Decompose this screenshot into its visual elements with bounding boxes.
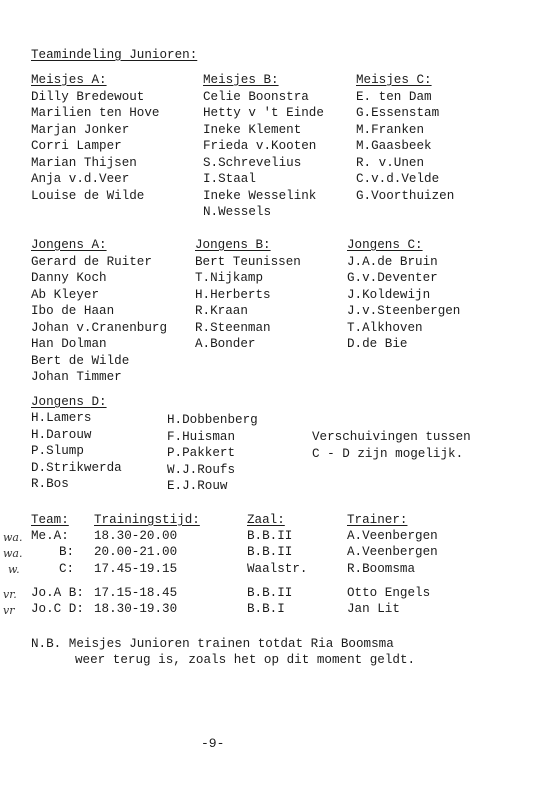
list-item: G.Essenstam xyxy=(356,106,440,120)
jongens-d-col2 xyxy=(167,412,258,495)
meisjes-a-list xyxy=(31,72,159,204)
handwritten-mark: w. xyxy=(8,563,20,576)
col-header-team: Team: xyxy=(31,513,69,527)
list-item: Anja v.d.Veer xyxy=(31,172,130,186)
list-item: Ineke Wesselink xyxy=(203,188,317,203)
list-item: E. ten Dam xyxy=(356,89,432,104)
jongens-d-heading: Jongens D: xyxy=(31,395,107,409)
note-line: Verschuivingen tussen xyxy=(312,430,471,444)
team-cell: Jo.A B: xyxy=(31,586,84,600)
list-item: P.Slump xyxy=(31,444,84,458)
list-item: H.Dobbenberg xyxy=(167,413,258,427)
time-cell: 20.00-21.00 xyxy=(94,545,178,559)
meisjes-a-heading: Meisjes A: xyxy=(31,73,107,87)
team-cell: Me.A: xyxy=(31,529,69,543)
list-item: Dilly Bredewout xyxy=(31,89,145,104)
trainer-cell: Otto Engels xyxy=(347,586,431,600)
list-item: R. v.Unen xyxy=(356,155,425,170)
list-item: M.Franken xyxy=(356,122,425,137)
handwritten-mark: wa. xyxy=(3,547,23,560)
page-title: Teamindeling Junioren: xyxy=(31,48,198,62)
list-item: R.Bos xyxy=(31,477,69,491)
team-cell: B: xyxy=(59,545,75,559)
list-item: H.Herberts xyxy=(195,287,271,302)
list-item: M.Gaasbeek xyxy=(356,139,432,153)
hall-cell: B.B.II xyxy=(247,545,293,559)
time-cell: 18.30-20.00 xyxy=(94,529,178,543)
list-item: Louise de Wilde xyxy=(31,188,145,203)
col-header-trainer: Trainer: xyxy=(347,513,408,527)
list-item: Marilien ten Hove xyxy=(31,106,160,120)
list-item: J.Koldewijn xyxy=(347,287,431,302)
list-item: Hetty v 't Einde xyxy=(203,106,324,120)
list-item: Gerard de Ruiter xyxy=(31,254,152,269)
meisjes-b-heading: Meisjes B: xyxy=(203,73,279,87)
list-item: Frieda v.Kooten xyxy=(203,139,317,153)
jongens-c-heading: Jongens C: xyxy=(347,238,423,252)
list-item: D.de Bie xyxy=(347,337,408,351)
list-item: Johan v.Cranenburg xyxy=(31,320,168,335)
team-cell: Jo.C D: xyxy=(31,602,84,616)
hall-cell: B.B.II xyxy=(247,586,293,600)
hall-cell: B.B.I xyxy=(247,602,285,616)
list-item: C.v.d.Velde xyxy=(356,172,440,186)
list-item: E.J.Rouw xyxy=(167,479,228,493)
list-item: Marjan Jonker xyxy=(31,122,130,137)
col-header-zaal: Zaal: xyxy=(247,513,285,527)
list-item: R.Steenman xyxy=(195,320,271,335)
meisjes-c-heading: Meisjes C: xyxy=(356,73,432,87)
list-item: F.Huisman xyxy=(167,429,236,444)
time-cell: 17.45-19.15 xyxy=(94,562,178,576)
time-cell: 17.15-18.45 xyxy=(94,586,178,600)
list-item: H.Lamers xyxy=(31,411,92,425)
list-item: A.Bonder xyxy=(195,337,256,351)
list-item: Celie Boonstra xyxy=(203,89,309,104)
nb-line-1: N.B. Meisjes Junioren trainen totdat Ria Boomsma xyxy=(31,637,394,651)
jongens-b-heading: Jongens B: xyxy=(195,238,271,252)
meisjes-b-list xyxy=(203,72,324,221)
list-item: Bert Teunissen xyxy=(195,254,301,269)
nb-line-2: weer terug is, zoals het op dit moment geldt. xyxy=(75,653,416,667)
list-item: Ibo de Haan xyxy=(31,304,115,318)
jongens-b-list xyxy=(195,237,301,353)
list-item: Han Dolman xyxy=(31,337,107,351)
list-item: S.Schrevelius xyxy=(203,155,302,170)
list-item: D.Strikwerda xyxy=(31,460,122,475)
list-item: N.Wessels xyxy=(203,205,272,219)
list-item: T.Nijkamp xyxy=(195,271,264,285)
meisjes-c-list xyxy=(356,72,454,204)
jongens-d-col1 xyxy=(31,410,122,493)
list-item: G.v.Deventer xyxy=(347,271,438,285)
handwritten-mark: vr. xyxy=(3,588,17,601)
list-item: T.Alkhoven xyxy=(347,320,423,335)
list-item: P.Pakkert xyxy=(167,446,236,460)
list-item: Marian Thijsen xyxy=(31,155,137,170)
list-item: H.Darouw xyxy=(31,427,92,442)
trainer-cell: Jan Lit xyxy=(347,602,400,616)
team-cell: C: xyxy=(59,562,75,576)
list-item: J.A.de Bruin xyxy=(347,254,438,269)
handwritten-mark: wa. xyxy=(3,531,23,544)
jongens-a-list xyxy=(31,237,167,386)
list-item: Ineke Klement xyxy=(203,122,302,137)
time-cell: 18.30-19.30 xyxy=(94,602,178,616)
handwritten-mark: vr xyxy=(3,604,15,617)
list-item: Johan Timmer xyxy=(31,370,122,384)
list-item: Bert de Wilde xyxy=(31,353,130,368)
hall-cell: B.B.II xyxy=(247,529,293,543)
jongens-a-heading: Jongens A: xyxy=(31,238,107,252)
jongens-c-list xyxy=(347,237,460,353)
note-line: C - D zijn mogelijk. xyxy=(312,446,464,461)
col-header-trainingstijd: Trainingstijd: xyxy=(94,513,200,527)
list-item: G.Voorthuizen xyxy=(356,188,455,203)
shift-note xyxy=(312,429,471,462)
hall-cell: Waalstr. xyxy=(247,562,308,576)
list-item: W.J.Roufs xyxy=(167,462,236,477)
list-item: R.Kraan xyxy=(195,304,248,318)
list-item: Ab Kleyer xyxy=(31,287,100,302)
trainer-cell: R.Boomsma xyxy=(347,562,416,576)
page-number: -9- xyxy=(201,736,225,751)
trainer-cell: A.Veenbergen xyxy=(347,545,438,559)
list-item: Corri Lamper xyxy=(31,139,122,153)
list-item: Danny Koch xyxy=(31,271,107,285)
trainer-cell: A.Veenbergen xyxy=(347,529,438,543)
list-item: J.v.Steenbergen xyxy=(347,304,461,318)
list-item: I.Staal xyxy=(203,172,256,186)
